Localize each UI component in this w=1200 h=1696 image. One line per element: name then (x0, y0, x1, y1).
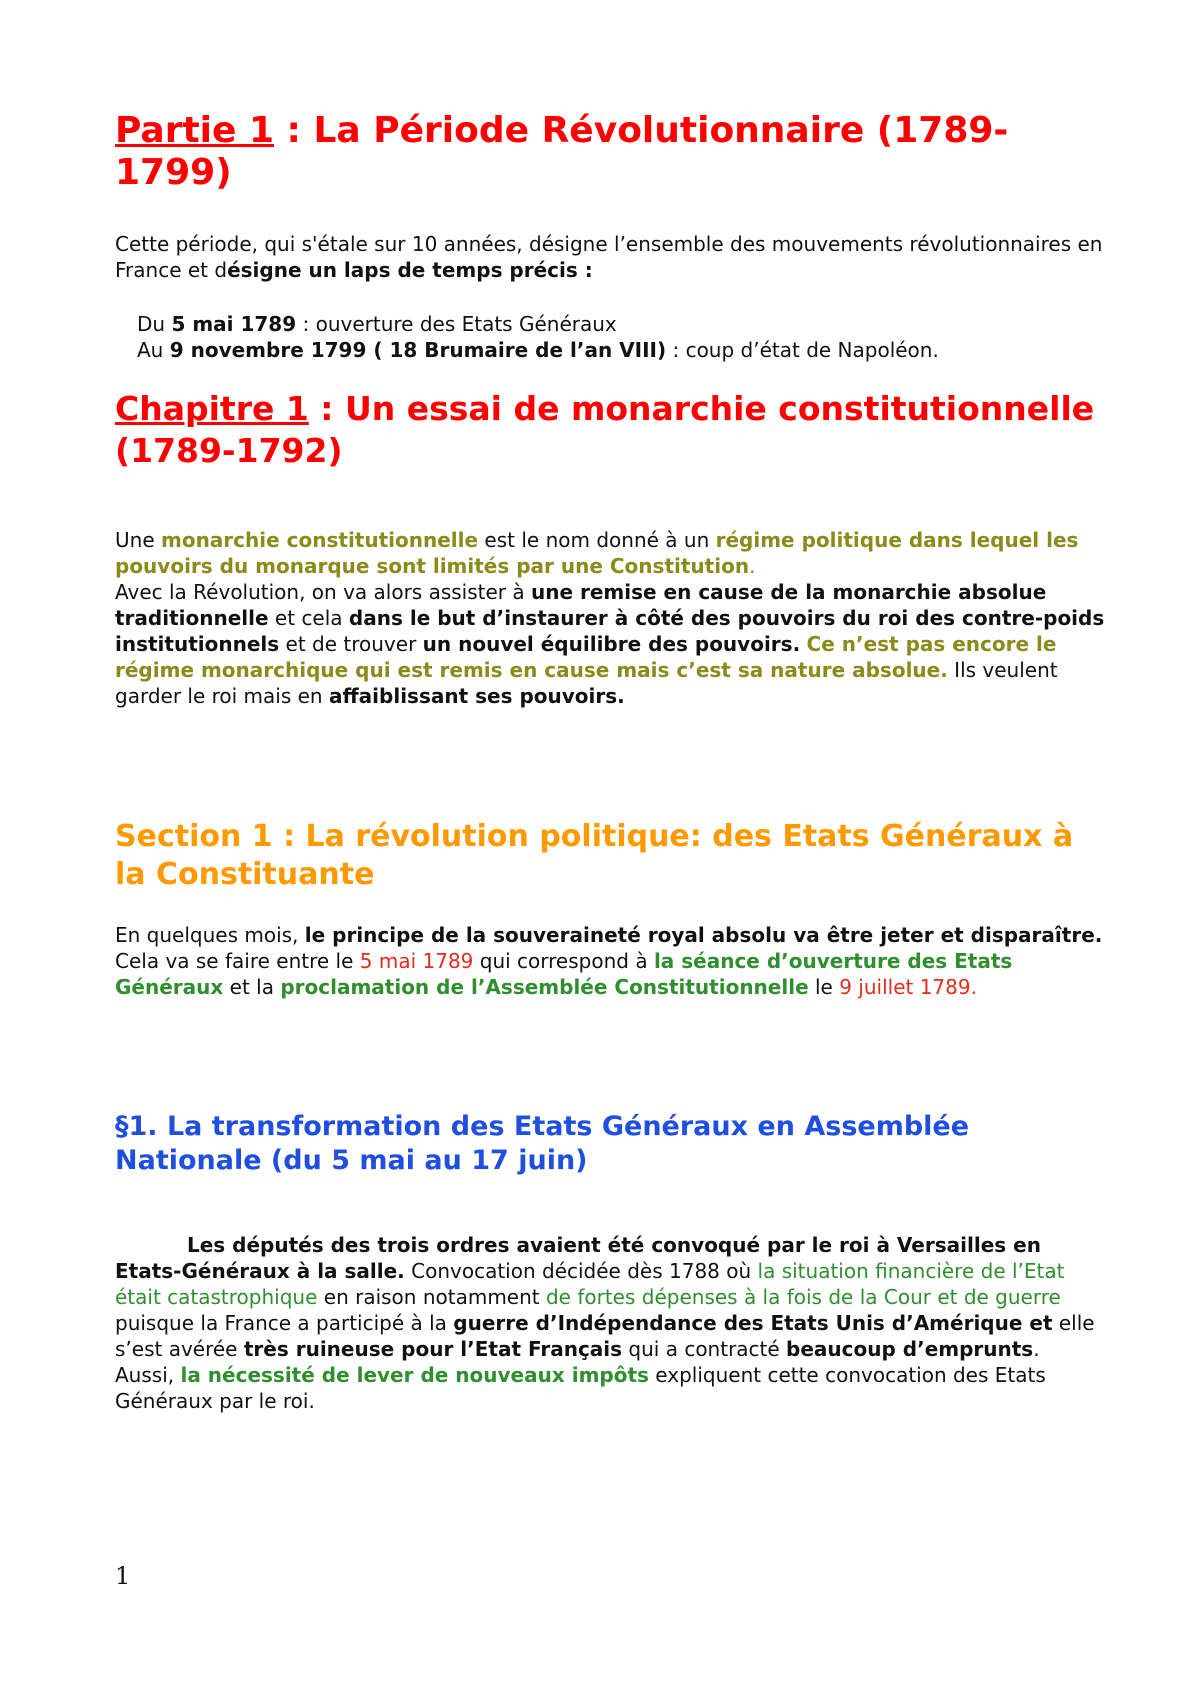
page-number: 1 (115, 1562, 131, 1590)
part-title-label: Partie 1 (115, 110, 275, 151)
intro-paragraph (115, 231, 1105, 283)
date-line-end: Au 9 novembre 1799 ( 18 Brumaire de l’an VIII) : coup d’état de Napoléon. (137, 338, 939, 362)
part-title-text: : La Période Révolutionnaire (1789-1799) (115, 110, 1009, 193)
part-title (115, 110, 1105, 194)
date-line-start: Du 5 mai 1789 : ouverture des Etats Généraux (137, 312, 617, 336)
paragraph-body: Les députés des trois ordres avaient été convoqué par le roi à Versailles en Etats-Généraux à la salle. Convocation décidée dès 1788 où la situation financière de l’Etat était catastrophique en raison notamment de fortes dépenses à la fois de la Cour et de guerre puisque la France a participé à la guerre d’Indépendance des Etats Unis d’Amérique et elle s’est avérée très ruineuse pour l’Etat Français qui a contracté beaucoup d’emprunts. Aussi, la nécessité de lever de nouveaux impôts expliquent cette convocation des Etats Généraux par le roi. (115, 1233, 1095, 1413)
section-title: Section 1 : La révolution politique: des Etats Généraux à la Constituante (115, 819, 1074, 892)
proclamation-date: 9 juillet 1789 (839, 975, 971, 999)
chapter-title-text: : Un essai de monarchie constitutionnelle (1789-1792) (115, 389, 1095, 470)
chapter-title (115, 388, 1105, 472)
intro-text-bold: ésigne un laps de temps précis : (227, 258, 593, 282)
section-paragraph: En quelques mois, le principe de la souveraineté royal absolu va être jeter et disparaître. Cela va se faire entre le 5 mai 1789 qui correspond à la séance d’ouverture des Etats Généraux et la proclamation de l’Assemblée Constitutionnelle le 9 juillet 1789. (115, 923, 1103, 999)
paragraph-heading: §1. La transformation des Etats Généraux en Assemblée Nationale (du 5 mai au 17 juin) (115, 1111, 970, 1176)
opening-date: 5 mai 1789 (359, 949, 474, 973)
intro-text: Cette période, qui s'étale sur 10 années, désigne l’ensemble des mouvements révolutionnaires en France et d (115, 232, 1103, 282)
start-date: 5 mai 1789 (171, 312, 297, 336)
chapter-title-label: Chapitre 1 (115, 389, 309, 428)
chapter-paragraph: Une monarchie constitutionnelle est le nom donné à un régime politique dans lequel les pouvoirs du monarque sont limités par une Constitution. Avec la Révolution, on va alors assister à une remise en cause de la monarchie absolue traditionnelle et cela dans le but d’instaurer à côté des pouvoirs du roi des contre-poids institutionnels et de trouver un nouvel équilibre des pouvoirs. Ce n’est pas encore le régime monarchique qui est remis en cause mais c’est sa nature absolue. Ils veulent garder le roi mais en affaiblissant ses pouvoirs. (115, 528, 1105, 708)
end-date: 9 novembre 1799 ( 18 Brumaire de l’an VIII) (169, 338, 667, 362)
